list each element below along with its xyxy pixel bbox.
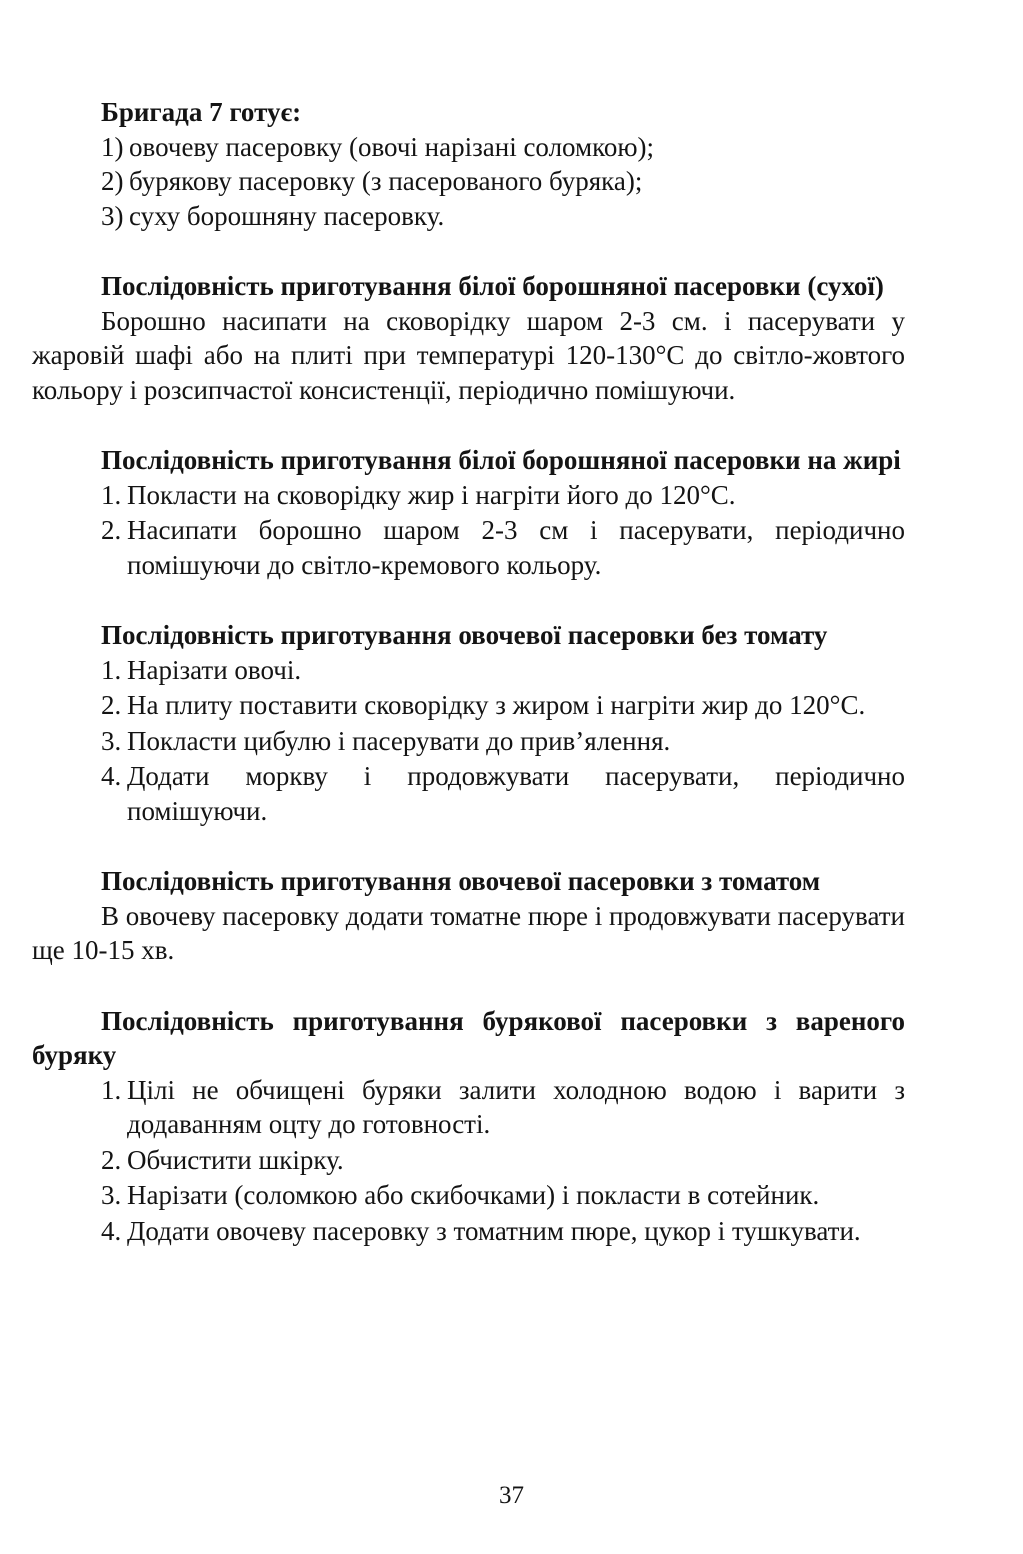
step-number: 4. [101,1215,122,1246]
step-text: Додати моркву і продовжувати пасерувати, періодично помішуючи. [127,761,905,826]
step-number: 2. [101,690,122,720]
section-vegetable-roux-tomato [32,864,905,968]
list-item [101,1214,905,1249]
section-dry-flour-roux [32,269,905,407]
list-item [101,478,905,513]
list-item-text: бурякову пасеровку (з пасерованого буряка); [129,166,643,196]
list-item [101,130,905,165]
step-text: Насипати борошно шаром 2-3 см і пасерувати, періодично помішуючи до світло-кремового кольору. [127,515,905,580]
intro-list [101,130,905,234]
steps-list [32,653,905,829]
list-item [101,1143,905,1178]
step-number: 2. [101,1144,122,1175]
list-item [101,199,905,234]
list-item-number: 2) [101,166,124,196]
list-item [101,1178,905,1213]
step-text: Покласти цибулю і пасерувати до прив’ялення. [127,725,671,756]
section-heading: Послідовність приготування бурякової пасеровки з вареного буряку [32,1005,905,1070]
section-beet-roux [32,1004,905,1249]
section-fat-flour-roux [32,443,905,582]
step-number: 1. [101,1074,122,1105]
list-item [101,724,905,759]
step-number: 1. [101,654,122,685]
intro-title: Бригада 7 готує: [101,97,302,127]
step-text: Нарізати (соломкою або скибочками) і покласти в сотейник. [127,1180,820,1210]
list-item [101,1073,905,1142]
list-item-text: суху борошняну пасеровку. [129,200,445,231]
section-heading: Послідовність приготування овочевої пасеровки без томату [101,620,828,650]
section-paragraph: Борошно насипати на сковорідку шаром 2-3 см. і пасерувати у жаровій шафі або на плиті при температурі 120-130°С до світло-жовтого кольору і розсипчастої консистенції, періодично помішуючи. [32,305,905,405]
step-number: 2. [101,515,122,545]
section-paragraph: В овочеву пасеровку додати томатне пюре і продовжувати пасерувати ще 10-15 хв. [32,900,905,965]
document-page [32,95,905,1249]
step-text: Нарізати овочі. [127,654,302,685]
list-item [101,688,905,723]
list-item [101,653,905,688]
list-item [101,164,905,199]
list-item-number: 1) [101,131,124,162]
list-item [101,759,905,828]
list-item [101,513,905,582]
step-text: Цілі не обчищені буряки залити холодною водою і варити з додаванням оцту до готовності. [127,1074,905,1139]
step-text: Покласти на сковорідку жир і нагріти його до 120°С. [127,479,736,510]
step-text: Обчистити шкірку. [127,1144,344,1175]
list-item-number: 3) [101,200,124,231]
step-number: 3. [101,1180,122,1210]
section-vegetable-roux-no-tomato [32,618,905,828]
list-item-text: овочеву пасеровку (овочі нарізані соломкою); [129,131,655,162]
step-number: 3. [101,725,122,756]
steps-list [32,478,905,583]
section-heading: Послідовність приготування білої борошняної пасеровки (сухої) [101,271,884,301]
section-heading: Послідовність приготування білої борошняної пасеровки на жирі [101,445,901,475]
step-text: Додати овочеву пасеровку з томатним пюре, цукор і тушкувати. [127,1215,861,1246]
step-number: 4. [101,761,122,791]
steps-list [32,1073,905,1249]
step-number: 1. [101,479,122,510]
intro-block [32,95,905,233]
step-text: На плиту поставити сковорідку з жиром і нагріти жир до 120°С. [127,690,866,720]
section-heading: Послідовність приготування овочевої пасеровки з томатом [101,866,821,896]
page-number: 37 [499,1482,524,1509]
